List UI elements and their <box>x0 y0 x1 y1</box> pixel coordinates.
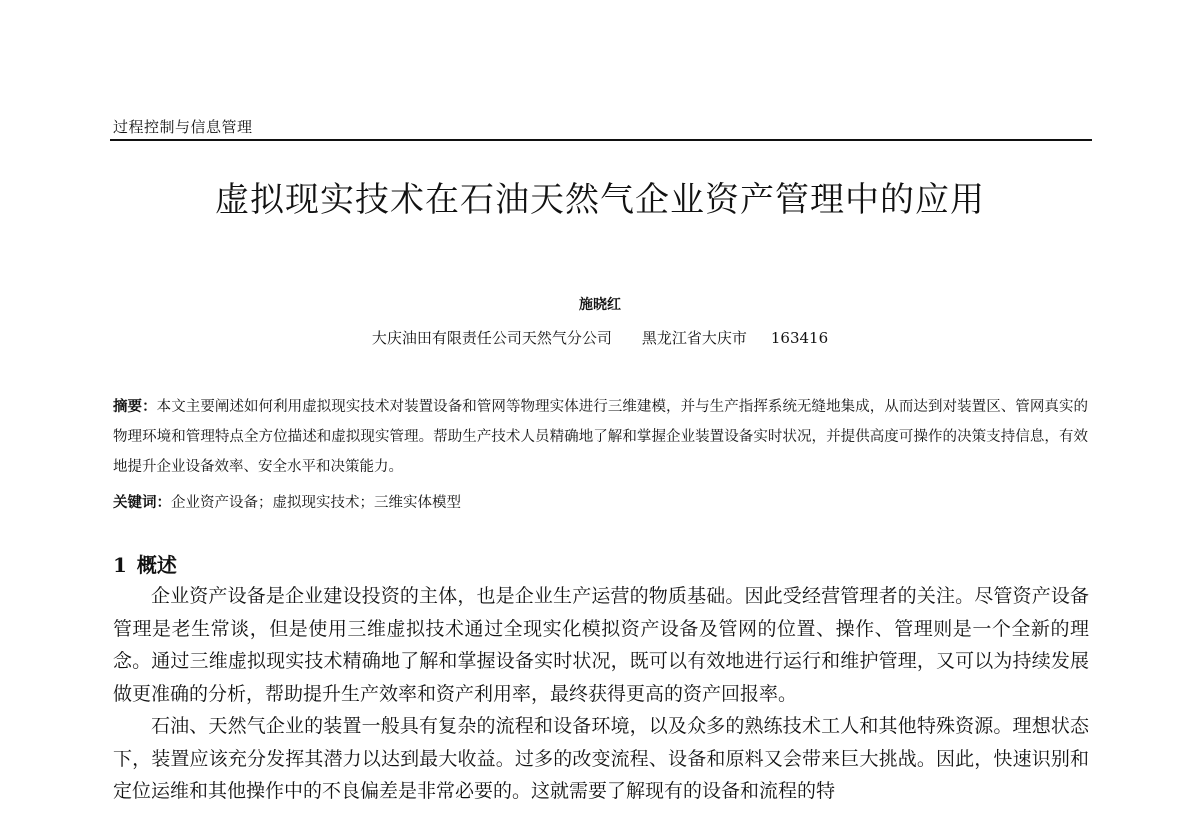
affiliation-location: 黑龙江省大庆市 <box>641 329 747 347</box>
keywords-text: 企业资产设备；虚拟现实技术；三维实体模型 <box>171 495 461 511</box>
header-rule <box>110 139 1092 141</box>
paragraph: 石油、天然气企业的装置一般具有复杂的流程和设备环境，以及众多的熟练技术工人和其他特殊资源。理想状态下，装置应该充分发挥其潜力以达到最大收益。过多的改变流程、设备和原料又会带来巨大挑战。因此，快速识别和定位运维和其他操作中的不良偏差是非常必要的。这就需要了解现有的设备和流程的特 <box>113 715 1089 802</box>
paragraph: 企业资产设备是企业建设投资的主体，也是企业生产运营的物质基础。因此受经营管理者的关注。尽管资产设备管理是老生常谈，但是使用三维虚拟技术通过全现实化模拟资产设备及管网的位置、操作、管理则是一个全新的理念。通过三维虚拟现实技术精确地了解和掌握设备实时状况，既可以有效地进行运行和维护管理，又可以为持续发展做更准确的分析，帮助提升生产效率和资产利用率，最终获得更高的资产回报率。 <box>113 585 1089 705</box>
paper-title: 虚拟现实技术在石油天然气企业资产管理中的应用 <box>215 180 985 220</box>
section-number: 1 <box>113 553 127 577</box>
affiliation-organization: 大庆油田有限责任公司天然气分公司 <box>371 329 612 347</box>
body-text <box>113 580 1089 808</box>
abstract <box>113 392 1088 482</box>
abstract-label: 摘要： <box>113 399 157 415</box>
section-heading <box>113 549 177 578</box>
keywords-label: 关键词： <box>113 495 171 511</box>
affiliation <box>0 327 1200 348</box>
keywords <box>113 488 1088 518</box>
running-head: 过程控制与信息管理 <box>113 118 253 136</box>
abstract-text: 本文主要阐述如何利用虚拟现实技术对装置设备和管网等物理实体进行三维建模，并与生产指挥系统无缝地集成，从而达到对装置区、管网真实的物理环境和管理特点全方位描述和虚拟现实管理。帮助生产技术人员精确地了解和掌握企业装置设备实时状况，并提供高度可操作的决策支持信息，有效地提升企业设备效率、安全水平和决策能力。 <box>113 399 1089 475</box>
affiliation-postcode: 163416 <box>770 329 829 347</box>
section-title: 概述 <box>136 553 177 577</box>
author-name: 施晓红 <box>579 297 621 313</box>
